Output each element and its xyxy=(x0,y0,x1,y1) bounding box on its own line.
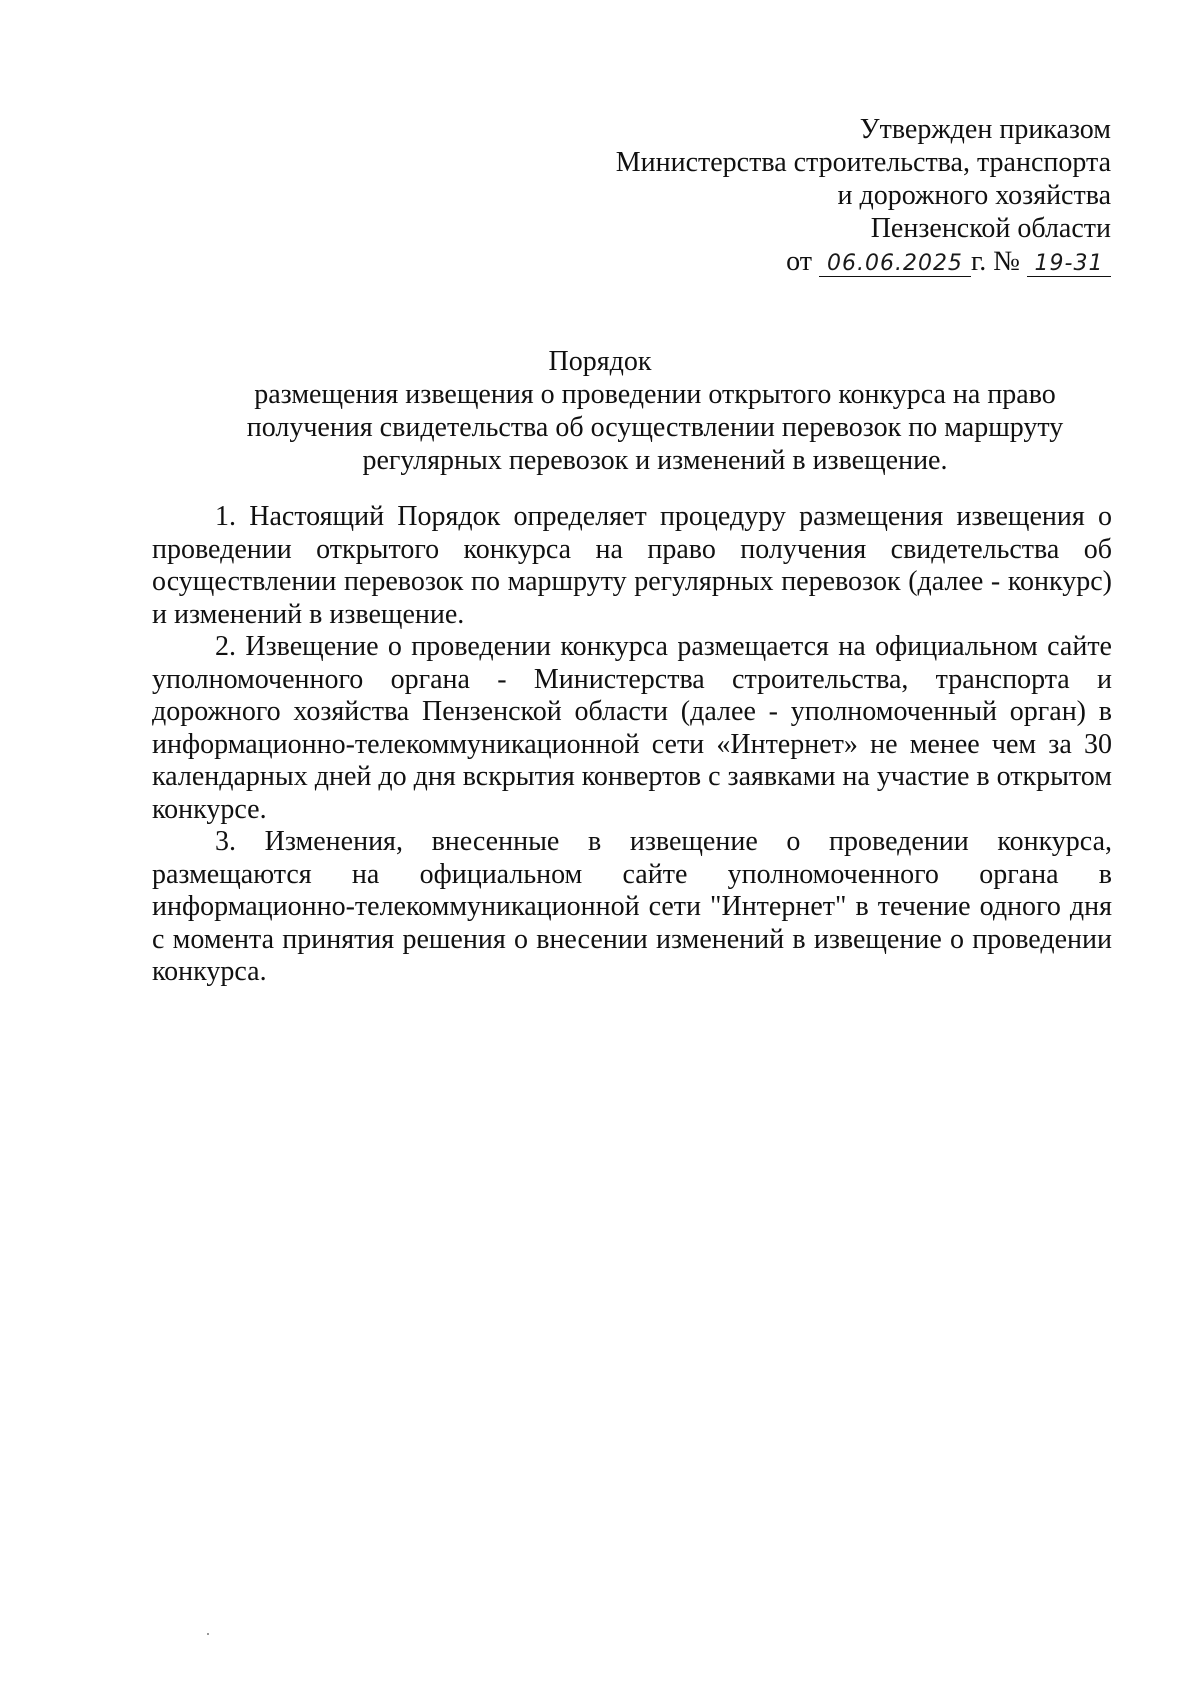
approval-line-2: Министерства строительства, транспорта xyxy=(615,147,1111,178)
approval-year-suffix: г. xyxy=(970,246,987,277)
handwritten-date: 06.06.2025 xyxy=(819,252,971,277)
document-title: Порядок xyxy=(548,346,652,377)
paragraph-1: 1. Настоящий Порядок определяет процедуру размещения извещения о проведении открытого конкурса на право получения свидетельства об осуществлении перевозок по маршруту регулярных перевозок (далее - конкурс) и изменений в извещение. xyxy=(152,501,1112,630)
document-body xyxy=(152,501,1112,989)
paragraph-2: 2. Извещение о проведении конкурса размещается на официальном сайте уполномоченного органа - Министерства строительства, транспорта и дорожного хозяйства Пензенской области (далее - уполномоченный орган) в информационно-телекоммуникационной сети «Интернет» не менее чем за 30 календарных дней до дня вскрытия конвертов с заявками на участие в открытом конкурсе. xyxy=(152,631,1112,825)
approval-line-3: и дорожного хозяйства xyxy=(837,180,1111,211)
handwritten-order-number: 19-31 xyxy=(1027,252,1111,277)
approval-block xyxy=(616,113,1111,278)
approval-date-line xyxy=(616,245,1111,278)
scan-speck xyxy=(207,1633,209,1635)
paragraph-3: 3. Изменения, внесенные в извещение о проведении конкурса, размещаются на официальном сайте уполномоченного органа в информационно-телекоммуникационной сети "Интернет" в течение одного дня с момента принятия решения о внесении изменений в извещение о проведении конкурса. xyxy=(152,826,1112,987)
approval-from-prefix: от xyxy=(786,246,812,277)
document-subtitle: размещения извещения о проведении открытого конкурса на право получения свидетельства об осуществлении перевозок по маршруту регулярных перевозок и изменений в извещение. xyxy=(246,379,1064,476)
approval-line-1: Утвержден приказом xyxy=(859,114,1111,145)
number-sign: № xyxy=(993,246,1020,277)
approval-line-4: Пензенской области xyxy=(870,213,1111,244)
